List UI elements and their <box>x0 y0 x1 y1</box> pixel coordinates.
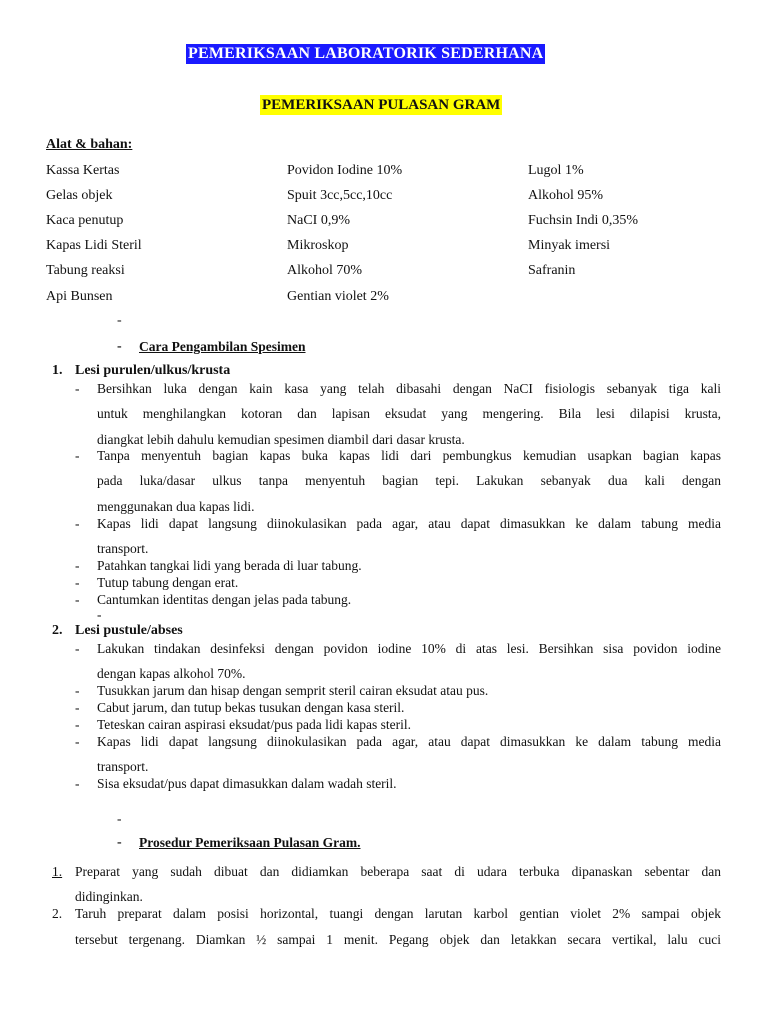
section-heading-procedure: Prosedur Pemeriksaan Pulasan Gram. <box>139 835 361 850</box>
alat-heading: Alat & bahan: <box>46 137 133 152</box>
dash-marker: - <box>117 339 122 354</box>
step-number: 2. <box>52 906 63 921</box>
material-item: Kassa Kertas <box>46 163 120 178</box>
material-item: Alkohol 70% <box>287 263 363 278</box>
step2-line2: tersebut tergenang. Diamkan ½ sampai 1 menit. Pegang objek dan letakkan secara vertikal, lalu cuci <box>75 932 721 947</box>
material-item: Povidon Iodine 10% <box>287 163 403 178</box>
lesi1-item1-line3: diangkat lebih dahulu kemudian spesimen diambil dari dasar krusta. <box>97 432 465 447</box>
material-item: Tabung reaksi <box>46 263 125 278</box>
lesi2-item1-line2: dengan kapas alkohol 70%. <box>97 666 246 681</box>
lesi1-item5: Tutup tabung dengan erat. <box>97 575 239 590</box>
material-item: Lugol 1% <box>528 163 584 178</box>
lesi2-item5-line1: Kapas lidi dapat langsung diinokulasikan pada agar, atau dapat dimasukkan ke dalam tabung media <box>97 734 721 749</box>
bullet-dash: - <box>75 575 80 590</box>
bullet-dash: - <box>75 592 80 607</box>
lesi1-item2-line1: Tanpa menyentuh bagian kapas buka kapas lidi dari pembungkus kemudian usapkan bagian kapas <box>97 448 721 463</box>
bullet-dash: - <box>75 700 80 715</box>
bullet-dash: - <box>75 448 80 463</box>
lesi1-item3-line1: Kapas lidi dapat langsung diinokulasikan pada agar, atau dapat dimasukkan ke dalam tabung media <box>97 516 721 531</box>
material-item: Minyak imersi <box>528 238 611 253</box>
bullet-dash: - <box>75 381 80 396</box>
bullet-dash: - <box>75 683 80 698</box>
lesi1-item3-line2: transport. <box>97 541 149 556</box>
material-item: Kapas Lidi Steril <box>46 238 142 253</box>
material-item: Safranin <box>528 263 576 278</box>
lesi2-item4: Teteskan cairan aspirasi eksudat/pus pada lidi kapas steril. <box>97 717 411 732</box>
step2-line1: Taruh preparat dalam posisi horizontal, tuangi dengan larutan karbol gentian violet 2% sampai objek <box>75 906 721 921</box>
lesi1-item2-line2: pada luka/dasar ulkus tanpa menyentuh bagian tepi. Lakukan sebanyak dua kali dengan <box>97 473 721 488</box>
section-heading-specimen: Cara Pengambilan Spesimen <box>139 339 306 354</box>
material-item: Mikroskop <box>287 238 349 253</box>
lesi2-item5-line2: transport. <box>97 759 149 774</box>
material-item: Spuit 3cc,5cc,10cc <box>287 188 393 203</box>
document-subtitle: PEMERIKSAAN PULASAN GRAM <box>262 97 501 113</box>
lesi2-title: Lesi pustule/abses <box>75 623 183 638</box>
lesi2-item3: Cabut jarum, dan tutup bekas tusukan dengan kasa steril. <box>97 700 405 715</box>
bullet-dash: - <box>75 558 80 573</box>
dash-marker: - <box>117 811 122 826</box>
list-number: 2. <box>52 623 63 638</box>
lesi2-item1-line1: Lakukan tindakan desinfeksi dengan povidon iodine 10% di atas lesi. Bersihkan sisa povidon iodine <box>97 641 721 656</box>
lesi1-item4: Patahkan tangkai lidi yang berada di luar tabung. <box>97 558 362 573</box>
lesi1-item1-line2: untuk menghilangkan kotoran dan lapisan eksudat yang mengering. Bila lesi dilapisi krusta, <box>97 406 721 421</box>
lesi1-title: Lesi purulen/ulkus/krusta <box>75 363 231 378</box>
list-number: 1. <box>52 363 63 378</box>
dash-marker: - <box>117 313 122 328</box>
bullet-dash: - <box>75 641 80 656</box>
dash-marker: - <box>117 835 122 850</box>
step1-line1: Preparat yang sudah dibuat dan didiamkan beberapa saat di udara terbuka dipanaskan sebentar dan <box>75 864 721 879</box>
document-title: PEMERIKSAAN LABORATORIK SEDERHANA <box>188 45 544 62</box>
lesi1-item2-line3: menggunakan dua kapas lidi. <box>97 499 255 514</box>
material-item: Api Bunsen <box>46 289 113 304</box>
bullet-dash: - <box>75 717 80 732</box>
material-item: Fuchsin Indi 0,35% <box>528 213 639 228</box>
material-item: NaCI 0,9% <box>287 213 350 228</box>
bullet-dash: - <box>75 776 80 791</box>
lesi1-item6: Cantumkan identitas dengan jelas pada tabung. <box>97 592 352 607</box>
step1-line2: didinginkan. <box>75 889 143 904</box>
bullet-dash: - <box>75 734 80 749</box>
dash-marker: - <box>97 607 102 622</box>
step-number: 1. <box>52 864 63 879</box>
lesi1-item1-line1: Bersihkan luka dengan kain kasa yang telah dibasahi dengan NaCI fisiologis sebanyak tiga kali <box>97 381 721 396</box>
material-item: Gelas objek <box>46 188 113 203</box>
lesi2-item2: Tusukkan jarum dan hisap dengan semprit steril cairan eksudat atau pus. <box>97 683 489 698</box>
bullet-dash: - <box>75 516 80 531</box>
material-item: Kaca penutup <box>46 213 124 228</box>
material-item: Gentian violet 2% <box>287 289 389 304</box>
material-item: Alkohol 95% <box>528 188 604 203</box>
lesi2-item6: Sisa eksudat/pus dapat dimasukkan dalam wadah steril. <box>97 776 397 791</box>
